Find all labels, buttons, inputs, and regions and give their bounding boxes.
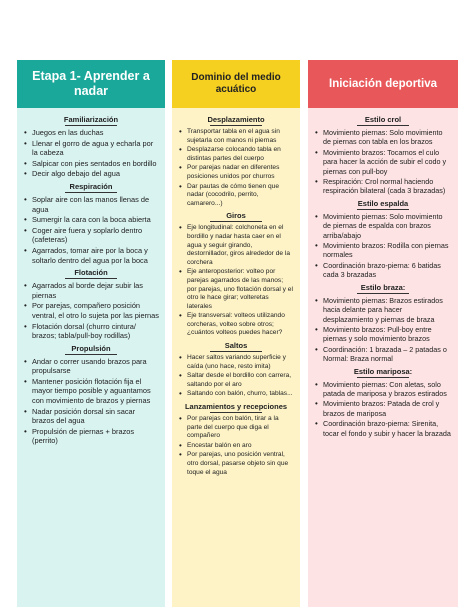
section-familiarizacion: [23, 115, 159, 179]
section-estilo-braza: [314, 283, 452, 364]
column-body: [172, 108, 300, 607]
list-item: • Eje longitudinal: colchoneta en el bordillo y nadar hasta caer en el agua y seguir girando, destornillador, giros alrededor de la corchera: [187, 224, 294, 267]
list-item: • Encestar balón en aro: [187, 442, 294, 451]
list-item: • Por parejas, uno posición ventral, otro dorsal, pasarse objeto sin que toque el agua: [187, 451, 294, 477]
list-item: • Movimiento brazos: Pull-boy entre piernas y solo movimiento brazos: [323, 325, 452, 344]
list-item: • Movimiento brazos: Tocarnos el culo para hacer la acción de subir el codo y piernas con pull-boy: [323, 148, 452, 176]
section-estilo-mariposa: [314, 367, 452, 438]
column-title: Etapa 1- Aprender a nadar: [17, 60, 165, 108]
list-item: • Coordinación brazo-pierna: Sirenita, tocar el fondo y subir y hacer la brazada: [323, 419, 452, 438]
section-title: Flotación: [23, 268, 159, 279]
list-item: • Hacer saltos variando superficie y caída (uno hace, resto imita): [187, 354, 294, 371]
section-title: Estilo espalda: [314, 199, 452, 210]
section-desplazamiento: [178, 115, 294, 208]
list-item: • Salpicar con pies sentados en bordillo: [32, 159, 159, 169]
section-title: Propulsión: [23, 344, 159, 355]
section-title: Saltos: [178, 341, 294, 352]
list-item: • Por parejas, compañero posición ventral, el otro lo sujeta por las piernas: [32, 301, 159, 320]
section-flotacion: [23, 268, 159, 341]
list-item: • Andar o correr usando brazos para propulsarse: [32, 357, 159, 376]
section-lanzamientos: [178, 402, 294, 477]
list-item: • Movimiento piernas: Brazos estirados hacia delante para hacer desplazamiento y piernas de braza: [323, 296, 452, 324]
list-item: • Sumergir la cara con la boca abierta: [32, 215, 159, 225]
section-respiracion: [23, 182, 159, 265]
section-giros: [178, 211, 294, 338]
list-item: • Eje transversal: volteos utilizando corcheras, volteo sobre otros; ¿cuántos volteos puedes hacer?: [187, 312, 294, 338]
column-dominio-medio-acuatico: [172, 60, 300, 607]
list-item: • Juegos en las duchas: [32, 128, 159, 138]
section-title: Estilo mariposa:: [314, 367, 452, 378]
section-title: Lanzamientos y recepciones: [178, 402, 294, 413]
list-item: • Coger aire fuera y soplarlo dentro (cafeteras): [32, 226, 159, 245]
section-propulsion: [23, 344, 159, 446]
list-item: • Decir algo debajo del agua: [32, 169, 159, 179]
list-item: • Coordinación brazo-pierna: 6 batidas cada 3 brazadas: [323, 261, 452, 280]
section-title: Giros: [178, 211, 294, 222]
section-title: Desplazamiento: [178, 115, 294, 126]
section-title: Familiarización: [23, 115, 159, 126]
list-item: • Saltar desde el bordillo con carrera, saltando por el aro: [187, 372, 294, 389]
list-item: • Propulsión de piernas + brazos (perrito): [32, 427, 159, 446]
list-item: • Flotación dorsal (churro cintura/ brazos; tabla/pull-boy rodillas): [32, 322, 159, 341]
column-iniciacion-deportiva: [308, 60, 458, 607]
list-item: • Por parejas nadar en diferentes posiciones unidos por churros: [187, 164, 294, 181]
list-item: • Respiración: Crol normal haciendo respiración bilateral (cada 3 brazadas): [323, 177, 452, 196]
section-estilo-espalda: [314, 199, 452, 280]
list-item: • Soplar aire con las manos llenas de agua: [32, 195, 159, 214]
list-item: • Agarrados al borde dejar subir las piernas: [32, 281, 159, 300]
list-item: • Movimiento piernas: Con aletas, solo patada de mariposa y brazos estirados: [323, 380, 452, 399]
list-item: • Movimiento piernas: Solo movimiento de piernas de espalda con brazos arriba/abajo: [323, 212, 452, 240]
list-item: • Llenar el gorro de agua y echarla por la cabeza: [32, 139, 159, 158]
column-body: [308, 108, 458, 607]
list-item: • Nadar posición dorsal sin sacar brazos del agua: [32, 407, 159, 426]
list-item: • Mantener posición flotación fija el mayor tiempo posible y aguantamos con movimiento de brazos y piernas: [32, 377, 159, 406]
list-item: • Movimiento brazos: Rodilla con piernas normales: [323, 241, 452, 260]
list-item: • Movimiento piernas: Solo movimiento de piernas con tabla en los brazos: [323, 128, 452, 147]
list-item: • Agarrados, tomar aire por la boca y soltarlo dentro del agua por la boca: [32, 246, 159, 265]
list-item: • Por parejas con balón, tirar a la parte del cuerpo que diga el compañero: [187, 415, 294, 441]
section-estilo-crol: [314, 115, 452, 196]
column-aprender-a-nadar: [17, 60, 165, 607]
list-item: • Saltando con balón, churro, tablas...: [187, 390, 294, 399]
list-item: • Coordinación: 1 brazada – 2 patadas o Normal: Braza normal: [323, 345, 452, 364]
list-item: • Movimiento brazos: Patada de crol y brazos de mariposa: [323, 399, 452, 418]
column-title: Dominio del medio acuático: [172, 60, 300, 108]
list-item: • Eje anteroposterior: volteo por parejas agarrados de las manos; por parejas, uno flotación dorsal y el otro le hace girar; volteretas laterales: [187, 268, 294, 311]
section-saltos: [178, 341, 294, 399]
section-title: Respiración: [23, 182, 159, 193]
section-title: Estilo braza:: [314, 283, 452, 294]
column-title: Iniciación deportiva: [308, 60, 458, 108]
list-item: • Transportar tabla en el agua sin sujetarla con manos ni piernas: [187, 128, 294, 145]
section-title: Estilo crol: [314, 115, 452, 126]
list-item: • Dar pautas de cómo tienen que nadar (cocodrilo, perrito, camarero...): [187, 183, 294, 209]
list-item: • Desplazarse colocando tabla en distintas partes del cuerpo: [187, 146, 294, 163]
column-body: [17, 108, 165, 607]
